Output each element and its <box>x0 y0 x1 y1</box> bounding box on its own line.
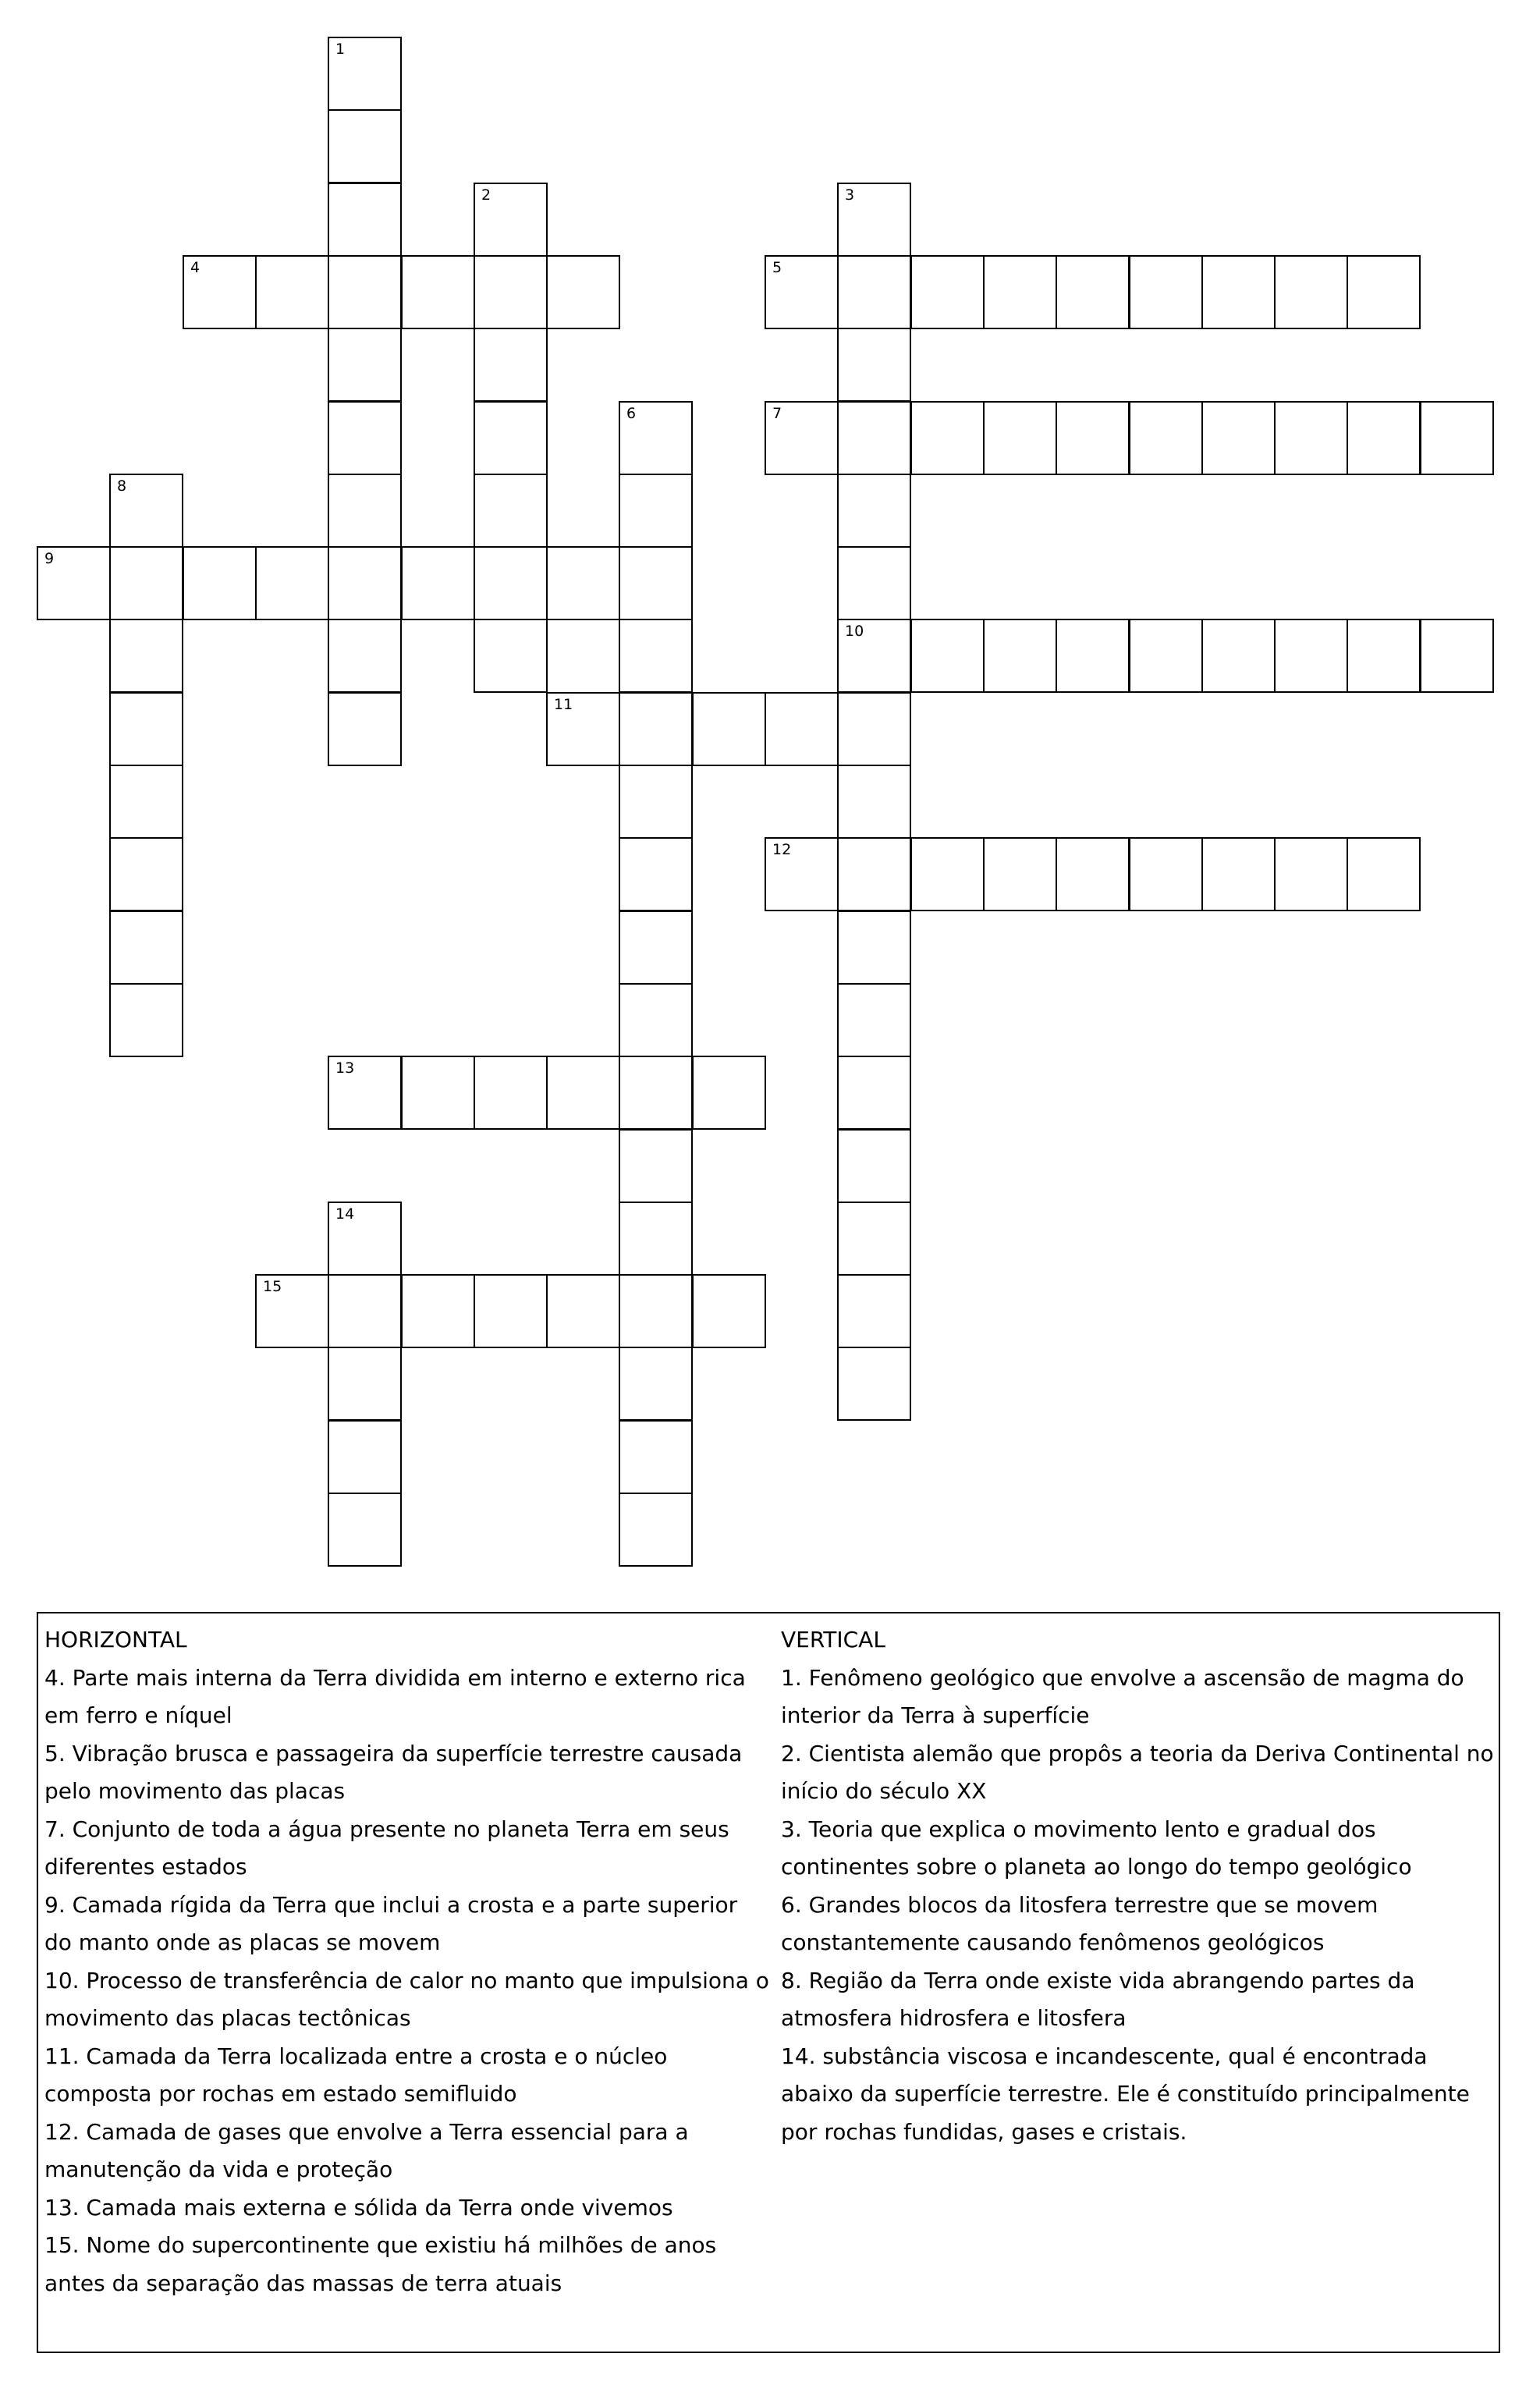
grid-cell[interactable] <box>619 1347 693 1421</box>
clue-vertical-0: 1. Fenômeno geológico que envolve a ascensão de magma do interior da Terra à superfície <box>781 1664 1464 1728</box>
clue-horizontal-3: 9. Camada rígida da Terra que inclui a crosta e a parte superior do manto onde as placas se movem <box>44 1891 738 1955</box>
grid-cell[interactable] <box>983 401 1057 475</box>
vertical-clues <box>781 1621 1506 2151</box>
grid-cell[interactable] <box>1420 401 1494 475</box>
grid-cell[interactable] <box>837 1274 911 1348</box>
grid-cell[interactable] <box>837 619 911 693</box>
grid-cell[interactable] <box>910 619 985 693</box>
vertical-clue-list <box>781 1660 1506 2152</box>
clue-number: 9 <box>44 550 55 567</box>
clue-number: 7 <box>772 405 782 422</box>
horizontal-clue-list <box>44 1660 770 2303</box>
grid-cell[interactable] <box>474 1274 548 1348</box>
grid-cell[interactable] <box>837 328 911 402</box>
grid-cell[interactable] <box>1274 255 1348 329</box>
grid-cell[interactable] <box>837 765 911 839</box>
grid-cell[interactable] <box>546 1056 620 1130</box>
grid-cell[interactable] <box>1347 837 1421 911</box>
clue-horizontal-0: 4. Parte mais interna da Terra dividida em interno e externo rica em ferro e níquel <box>44 1664 746 1728</box>
grid-cell[interactable] <box>474 619 548 693</box>
grid-cell[interactable] <box>765 401 839 475</box>
clue-number: 1 <box>335 41 346 58</box>
grid-cell[interactable] <box>1274 619 1348 693</box>
grid-cell[interactable] <box>837 255 911 329</box>
grid-cell[interactable] <box>619 1420 693 1494</box>
clue-number: 10 <box>845 623 864 640</box>
grid-cell[interactable] <box>1201 619 1276 693</box>
horizontal-clues <box>44 1621 770 2302</box>
grid-cell[interactable] <box>837 546 911 620</box>
clue-vertical-4: 8. Região da Terra onde existe vida abrangendo partes da atmosfera hidrosfera e litosfera <box>781 1967 1415 2031</box>
grid-cell[interactable] <box>619 1129 693 1203</box>
grid-cell[interactable] <box>837 692 911 766</box>
grid-cell[interactable] <box>619 837 693 911</box>
grid-cell[interactable] <box>546 1274 620 1348</box>
grid-cell[interactable] <box>837 401 911 475</box>
grid-cell[interactable] <box>619 1493 693 1567</box>
grid-cell[interactable] <box>474 328 548 402</box>
clue-number: 6 <box>626 405 637 422</box>
grid-cell[interactable] <box>328 401 402 475</box>
grid-cell[interactable] <box>183 546 257 620</box>
grid-cell[interactable] <box>109 474 183 548</box>
grid-cell[interactable] <box>401 255 475 329</box>
clues-box <box>37 1612 1500 2353</box>
grid-cell[interactable] <box>328 546 402 620</box>
clue-number: 15 <box>263 1278 282 1295</box>
grid-cell[interactable] <box>328 109 402 183</box>
grid-cell[interactable] <box>619 546 693 620</box>
grid-cell[interactable] <box>255 255 329 329</box>
grid-cell[interactable] <box>474 546 548 620</box>
grid-cell[interactable] <box>983 619 1057 693</box>
grid-cell[interactable] <box>328 183 402 257</box>
grid-cell[interactable] <box>109 546 183 620</box>
grid-cell[interactable] <box>1201 837 1276 911</box>
grid-cell[interactable] <box>619 401 693 475</box>
grid-cell[interactable] <box>401 1274 475 1348</box>
grid-cell[interactable] <box>619 911 693 985</box>
clue-number: 8 <box>117 477 127 495</box>
grid-cell[interactable] <box>1347 255 1421 329</box>
grid-cell[interactable] <box>1274 837 1348 911</box>
grid-cell[interactable] <box>255 546 329 620</box>
clue-horizontal-8: 15. Nome do supercontinente que existiu há milhões de anos antes da separação das massas de terra atuais <box>44 2232 717 2296</box>
grid-cell[interactable] <box>1347 401 1421 475</box>
grid-cell[interactable] <box>1056 837 1130 911</box>
clue-vertical-3: 6. Grandes blocos da litosfera terrestre que se movem constantemente causando fenômenos geológicos <box>781 1891 1379 1955</box>
grid-cell[interactable] <box>328 1056 402 1130</box>
clue-number: 11 <box>554 696 573 713</box>
grid-cell[interactable] <box>328 1420 402 1494</box>
grid-cell[interactable] <box>765 692 839 766</box>
grid-cell[interactable] <box>1056 401 1130 475</box>
grid-cell[interactable] <box>837 983 911 1057</box>
grid-cell[interactable] <box>619 983 693 1057</box>
grid-cell[interactable] <box>1129 619 1203 693</box>
clue-number: 2 <box>481 186 491 204</box>
horizontal-heading: HORIZONTAL <box>44 1627 187 1652</box>
clue-horizontal-7: 13. Camada mais externa e sólida da Terra onde vivemos <box>44 2194 673 2220</box>
grid-cell[interactable] <box>109 765 183 839</box>
grid-cell[interactable] <box>910 401 985 475</box>
grid-cell[interactable] <box>1056 619 1130 693</box>
grid-cell[interactable] <box>619 619 693 693</box>
grid-cell[interactable] <box>619 1056 693 1130</box>
grid-cell[interactable] <box>474 255 548 329</box>
grid-cell[interactable] <box>619 1274 693 1348</box>
grid-cell[interactable] <box>837 1129 911 1203</box>
clue-number: 3 <box>845 186 855 204</box>
grid-cell[interactable] <box>328 619 402 693</box>
clue-vertical-1: 2. Cientista alemão que propôs a teoria da Deriva Continental no início do século XX <box>781 1740 1494 1804</box>
grid-cell[interactable] <box>1056 255 1130 329</box>
grid-cell[interactable] <box>619 1202 693 1276</box>
grid-cell[interactable] <box>1420 619 1494 693</box>
grid-cell[interactable] <box>328 37 402 111</box>
clue-vertical-5: 14. substância viscosa e incandescente, qual é encontrada abaixo da superfície terrestre. Ele é constituído principalmente por rochas fundidas, gases e cristais. <box>781 2043 1470 2145</box>
grid-cell[interactable] <box>546 692 620 766</box>
clue-number: 13 <box>335 1060 355 1077</box>
grid-cell[interactable] <box>837 1202 911 1276</box>
grid-cell[interactable] <box>837 1056 911 1130</box>
grid-cell[interactable] <box>183 255 257 329</box>
clue-horizontal-2: 7. Conjunto de toda a água presente no planeta Terra em seus diferentes estados <box>44 1816 729 1880</box>
grid-cell[interactable] <box>837 837 911 911</box>
grid-cell[interactable] <box>1201 401 1276 475</box>
grid-cell[interactable] <box>109 837 183 911</box>
grid-cell[interactable] <box>692 692 766 766</box>
grid-cell[interactable] <box>328 692 402 766</box>
grid-cell[interactable] <box>910 255 985 329</box>
grid-cell[interactable] <box>910 837 985 911</box>
clue-vertical-2: 3. Teoria que explica o movimento lento e gradual dos continentes sobre o planeta ao longo do tempo geológico <box>781 1816 1412 1880</box>
grid-cell[interactable] <box>474 474 548 548</box>
vertical-heading: VERTICAL <box>781 1627 885 1652</box>
grid-cell[interactable] <box>328 1493 402 1567</box>
grid-cell[interactable] <box>692 1056 766 1130</box>
clue-horizontal-4: 10. Processo de transferência de calor no manto que impulsiona o movimento das placas tectônicas <box>44 1967 769 2031</box>
grid-cell[interactable] <box>692 1274 766 1348</box>
grid-cell[interactable] <box>837 183 911 257</box>
grid-cell[interactable] <box>765 255 839 329</box>
grid-cell[interactable] <box>474 401 548 475</box>
grid-cell[interactable] <box>619 692 693 766</box>
grid-cell[interactable] <box>983 837 1057 911</box>
grid-cell[interactable] <box>1347 619 1421 693</box>
grid-cell[interactable] <box>474 1056 548 1130</box>
grid-cell[interactable] <box>546 546 620 620</box>
grid-cell[interactable] <box>328 474 402 548</box>
grid-cell[interactable] <box>474 183 548 257</box>
grid-cell[interactable] <box>837 1347 911 1421</box>
grid-cell[interactable] <box>619 765 693 839</box>
grid-cell[interactable] <box>401 1056 475 1130</box>
clue-horizontal-5: 11. Camada da Terra localizada entre a crosta e o núcleo composta por rochas em estado semifluido <box>44 2043 668 2107</box>
grid-cell[interactable] <box>1129 837 1203 911</box>
grid-cell[interactable] <box>546 255 620 329</box>
grid-cell[interactable] <box>109 692 183 766</box>
grid-cell[interactable] <box>109 983 183 1057</box>
grid-cell[interactable] <box>328 255 402 329</box>
grid-cell[interactable] <box>1274 401 1348 475</box>
grid-cell[interactable] <box>328 1274 402 1348</box>
grid-cell[interactable] <box>109 911 183 985</box>
grid-cell[interactable] <box>619 474 693 548</box>
grid-cell[interactable] <box>1201 255 1276 329</box>
grid-cell[interactable] <box>255 1274 329 1348</box>
clue-horizontal-1: 5. Vibração brusca e passageira da superfície terrestre causada pelo movimento das placas <box>44 1740 743 1804</box>
grid-cell[interactable] <box>37 546 111 620</box>
clue-number: 4 <box>190 259 200 276</box>
grid-cell[interactable] <box>328 1347 402 1421</box>
clue-number: 5 <box>772 259 782 276</box>
grid-cell[interactable] <box>837 474 911 548</box>
grid-cell[interactable] <box>328 1202 402 1276</box>
grid-cell[interactable] <box>765 837 839 911</box>
grid-cell[interactable] <box>1129 401 1203 475</box>
clue-number: 12 <box>772 841 792 858</box>
grid-cell[interactable] <box>837 911 911 985</box>
clue-horizontal-6: 12. Camada de gases que envolve a Terra essencial para a manutenção da vida e proteção <box>44 2118 689 2182</box>
grid-cell[interactable] <box>328 328 402 402</box>
grid-cell[interactable] <box>109 619 183 693</box>
grid-cell[interactable] <box>401 546 475 620</box>
clue-number: 14 <box>335 1205 355 1223</box>
grid-cell[interactable] <box>1129 255 1203 329</box>
grid-cell[interactable] <box>983 255 1057 329</box>
